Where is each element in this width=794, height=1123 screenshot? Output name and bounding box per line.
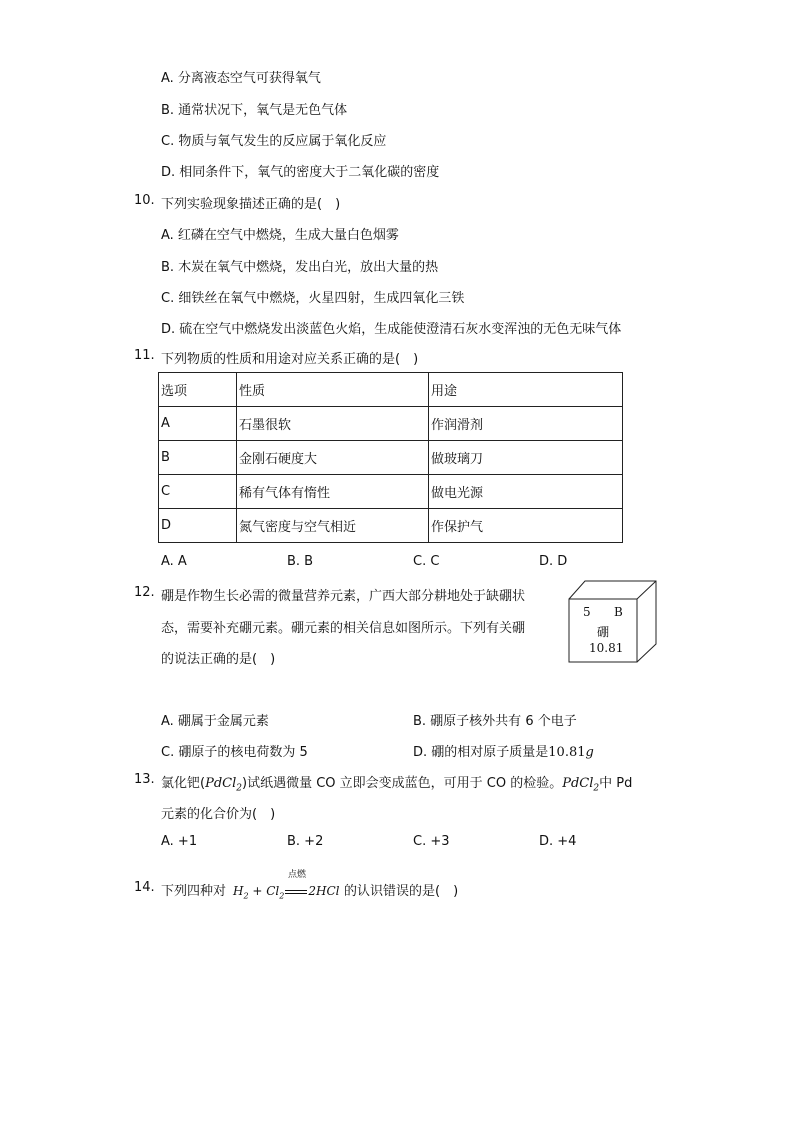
table-row [159, 407, 623, 441]
table-header-cell: 用途 [429, 373, 623, 407]
q10-number: 10. [134, 193, 155, 208]
formula-body: PdCl [205, 776, 237, 791]
q10-stem: 下列实验现象描述正确的是( ) [161, 197, 341, 212]
q12-option-c: C. 硼原子的核电荷数为 5 [161, 745, 308, 760]
atomic-mass: 10.81 [589, 641, 624, 655]
q13-stem-line1 [161, 772, 632, 794]
q13-option-a: A. +1 [161, 834, 198, 849]
q12-option-b: B. 硼原子核外共有 6 个电子 [413, 714, 577, 729]
element-name: 硼 [597, 625, 610, 639]
table-header-cell: 选项 [159, 373, 237, 407]
table-row [159, 441, 623, 475]
table-cell: 做玻璃刀 [429, 441, 623, 475]
q10-option-c: C. 细铁丝在氧气中燃烧，火星四射，生成四氧化三铁 [161, 291, 465, 306]
q14-stem-b: 的认识错误的是( ) [344, 884, 459, 899]
table-cell: 石墨很软 [237, 407, 429, 441]
q13-number: 13. [134, 772, 155, 787]
reaction-equation [233, 865, 341, 905]
atomic-number: 5 [583, 605, 591, 619]
q10-option-a: A. 红磷在空气中燃烧，生成大量白色烟雾 [161, 228, 399, 243]
q10-option-d: D. 硫在空气中燃烧发出淡蓝色火焰，生成能使澄清石灰水变浑浊的无色无味气体 [161, 322, 622, 337]
q13-text: 中 Pd [599, 776, 633, 791]
q12-option-d-text: D. 硼的相对原子质量是 [413, 745, 549, 760]
table-cell: 作润滑剂 [429, 407, 623, 441]
element-symbol: B [614, 605, 623, 619]
q9-option-d: D. 相同条件下，氧气的密度大于二氧化碳的密度 [161, 165, 440, 180]
q13-text: 氯化钯( [161, 776, 206, 791]
q12-stem-line: 态，需要补充硼元素。硼元素的相关信息如图所示。下列有关硼 [161, 621, 526, 636]
table-header-cell: 性质 [237, 373, 429, 407]
q10-option-b: B. 木炭在氧气中燃烧，发出白光，放出大量的热 [161, 260, 439, 275]
formula-pdcl2 [562, 776, 600, 794]
table-cell: 金刚石硬度大 [237, 441, 429, 475]
table-cell: C [159, 475, 237, 509]
reaction-formula: $H_2 + Cl_2$ 2HCl [233, 884, 340, 901]
q12-option-d-value: 10.81 [548, 745, 586, 760]
q12-option-a: A. 硼属于金属元素 [161, 714, 269, 729]
q11-option-a: A. A [161, 554, 187, 569]
q11-option-b: B. B [287, 554, 314, 569]
properties-table [158, 372, 623, 543]
table-cell: 氮气密度与空气相近 [237, 509, 429, 543]
q13-option-d: D. +4 [539, 834, 577, 849]
q13-text: )试纸遇微量 CO 立即会变成蓝色，可用于 CO 的检验。 [242, 776, 563, 791]
table-row [159, 475, 623, 509]
table-cell: B [159, 441, 237, 475]
reaction-equals-sign [285, 890, 307, 894]
formula-subscript: 2 [236, 783, 242, 794]
boron-element-card [564, 578, 659, 664]
q9-option-a: A. 分离液态空气可获得氧气 [161, 71, 321, 86]
q13-stem-line2: 元素的化合价为( ) [161, 807, 276, 822]
q12-option-d [413, 741, 594, 760]
table-cell: A [159, 407, 237, 441]
q9-option-b: B. 通常状况下，氧气是无色气体 [161, 103, 348, 118]
q11-option-d: D. D [539, 554, 568, 569]
formula-body: PdCl [562, 776, 594, 791]
formula-subscript: 2 [593, 783, 600, 794]
q11-stem: 下列物质的性质和用途对应关系正确的是( ) [161, 352, 419, 367]
q11-option-c: C. C [413, 554, 440, 569]
table-row [159, 509, 623, 543]
q13-option-b: B. +2 [287, 834, 324, 849]
table-cell: 稀有气体有惰性 [237, 475, 429, 509]
formula-pdcl2 [205, 776, 242, 794]
q14-stem-a: 下列四种对 [161, 884, 227, 899]
q12-stem-line: 硼是作物生长必需的微量营养元素，广西大部分耕地处于缺硼状 [161, 589, 526, 604]
q11-number: 11. [134, 348, 155, 363]
table-cell: 作保护气 [429, 509, 623, 543]
table-header-row [159, 373, 623, 407]
q12-stem-line: 的说法正确的是( ) [161, 652, 276, 667]
q12-option-d-unit: g [585, 745, 594, 760]
q13-option-c: C. +3 [413, 834, 450, 849]
q14-number: 14. [134, 880, 155, 895]
reaction-condition: 点燃 [288, 870, 307, 880]
q12-number: 12. [134, 585, 155, 600]
table-cell: D [159, 509, 237, 543]
q9-option-c: C. 物质与氧气发生的反应属于氧化反应 [161, 134, 387, 149]
table-cell: 做电光源 [429, 475, 623, 509]
